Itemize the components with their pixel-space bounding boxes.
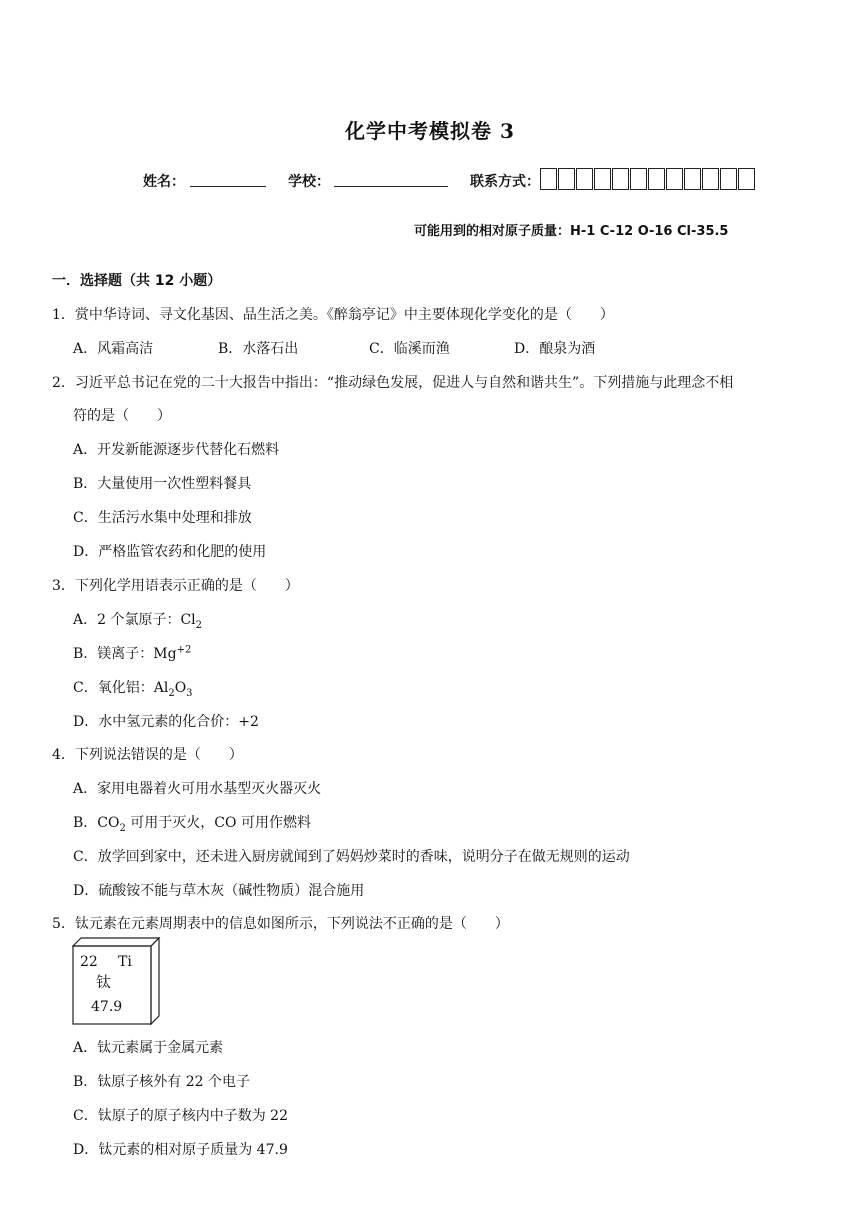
contact-digit-box[interactable] bbox=[738, 168, 755, 190]
q3-option-a-text: A．2 个氯原子：Cl bbox=[73, 612, 196, 628]
contact-digit-box[interactable] bbox=[648, 168, 665, 190]
question-3-stem: 3．下列化学用语表示正确的是（ ） bbox=[52, 578, 299, 594]
contact-digit-box[interactable] bbox=[540, 168, 557, 190]
q2-option-d: D．严格监管农药和化肥的使用 bbox=[73, 544, 267, 560]
name-blank[interactable] bbox=[190, 172, 266, 187]
q3-option-b-text: B．镁离子：Mg bbox=[73, 646, 177, 662]
q1-option-a: A．风霜高洁 bbox=[73, 341, 154, 357]
q3-option-c-text: C．氧化铝：Al bbox=[73, 680, 169, 696]
contact-digit-box[interactable] bbox=[612, 168, 629, 190]
q2-option-a: A．开发新能源逐步代替化石燃料 bbox=[73, 442, 280, 458]
contact-digit-box[interactable] bbox=[720, 168, 737, 190]
element-symbol: Ti bbox=[118, 954, 132, 970]
q4-option-d: D．硫酸铵不能与草木灰（碱性物质）混合施用 bbox=[73, 883, 365, 899]
q5-option-d: D．钛元素的相对原子质量为 47.9 bbox=[73, 1142, 288, 1158]
contact-label: 联系方式： bbox=[470, 174, 540, 190]
element-tile-titanium bbox=[72, 937, 162, 1031]
q3-option-b-superscript: +2 bbox=[176, 644, 192, 656]
q3-option-d: D．水中氢元素的化合价：+2 bbox=[73, 714, 259, 730]
school-label: 学校： bbox=[288, 174, 330, 190]
section-title: 一．选择题（共 12 小题） bbox=[52, 273, 222, 289]
school-blank[interactable] bbox=[334, 172, 448, 187]
q4-option-b bbox=[73, 812, 311, 834]
q4-option-b-pre: B．CO bbox=[73, 815, 120, 831]
q4-option-a: A．家用电器着火可用水基型灭火器灭火 bbox=[73, 781, 322, 797]
page-title: 化学中考模拟卷 3 bbox=[345, 119, 515, 143]
q3-option-b bbox=[73, 643, 191, 663]
element-atomic-mass: 47.9 bbox=[91, 999, 123, 1015]
name-label: 姓名： bbox=[143, 174, 185, 190]
contact-digit-box[interactable] bbox=[558, 168, 575, 190]
q3-option-c-sub2: 3 bbox=[186, 687, 193, 699]
q3-option-a bbox=[73, 609, 202, 631]
question-2-stem-cont: 符的是（ ） bbox=[73, 408, 171, 424]
contact-digit-box[interactable] bbox=[630, 168, 647, 190]
q3-option-a-subscript: 2 bbox=[195, 619, 203, 631]
contact-digit-box[interactable] bbox=[594, 168, 611, 190]
q5-option-c: C．钛原子的原子核内中子数为 22 bbox=[73, 1108, 288, 1124]
contact-digit-box[interactable] bbox=[576, 168, 593, 190]
q1-option-c: C．临溪而渔 bbox=[369, 341, 450, 357]
element-name: 钛 bbox=[96, 973, 112, 991]
q5-option-a: A．钛元素属于金属元素 bbox=[73, 1040, 224, 1056]
q3-option-c-mid: O bbox=[174, 680, 187, 696]
q5-option-b: B．钛原子核外有 22 个电子 bbox=[73, 1074, 251, 1090]
q2-option-c: C．生活污水集中处理和排放 bbox=[73, 510, 252, 526]
q1-option-b: B．水落石出 bbox=[218, 341, 299, 357]
q3-option-c-sub1: 2 bbox=[168, 687, 175, 699]
question-1-stem: 1．赏中华诗词、寻文化基因、品生活之美。《醉翁亭记》中主要体现化学变化的是（ ） bbox=[52, 307, 614, 323]
question-4-stem: 4．下列说法错误的是（ ） bbox=[52, 747, 243, 763]
q4-option-b-subscript: 2 bbox=[119, 822, 126, 834]
contact-digit-box[interactable] bbox=[666, 168, 683, 190]
q4-option-c: C．放学回到家中，还未进入厨房就闻到了妈妈炒菜时的香味，说明分子在做无规则的运动 bbox=[73, 849, 630, 865]
q4-option-b-post: 可用于灭火，CO 可用作燃料 bbox=[125, 815, 311, 831]
element-atomic-number: 22 bbox=[80, 954, 98, 970]
element-tile-drawing bbox=[72, 937, 162, 1027]
question-5-stem: 5．钛元素在元素周期表中的信息如图所示，下列说法不正确的是（ ） bbox=[52, 916, 509, 932]
q2-option-b: B．大量使用一次性塑料餐具 bbox=[73, 476, 252, 492]
q3-option-c bbox=[73, 677, 193, 699]
q1-option-d: D．酿泉为酒 bbox=[514, 341, 596, 357]
contact-boxes[interactable] bbox=[540, 168, 756, 190]
atomic-masses-note: 可能用到的相对原子质量：H-1 C-12 O-16 Cl-35.5 bbox=[414, 224, 729, 239]
contact-digit-box[interactable] bbox=[684, 168, 701, 190]
question-2-stem: 2．习近平总书记在党的二十大报告中指出：“推动绿色发展，促进人与自然和谐共生”。下列措施与此理念不相 bbox=[52, 375, 734, 391]
contact-digit-box[interactable] bbox=[702, 168, 719, 190]
